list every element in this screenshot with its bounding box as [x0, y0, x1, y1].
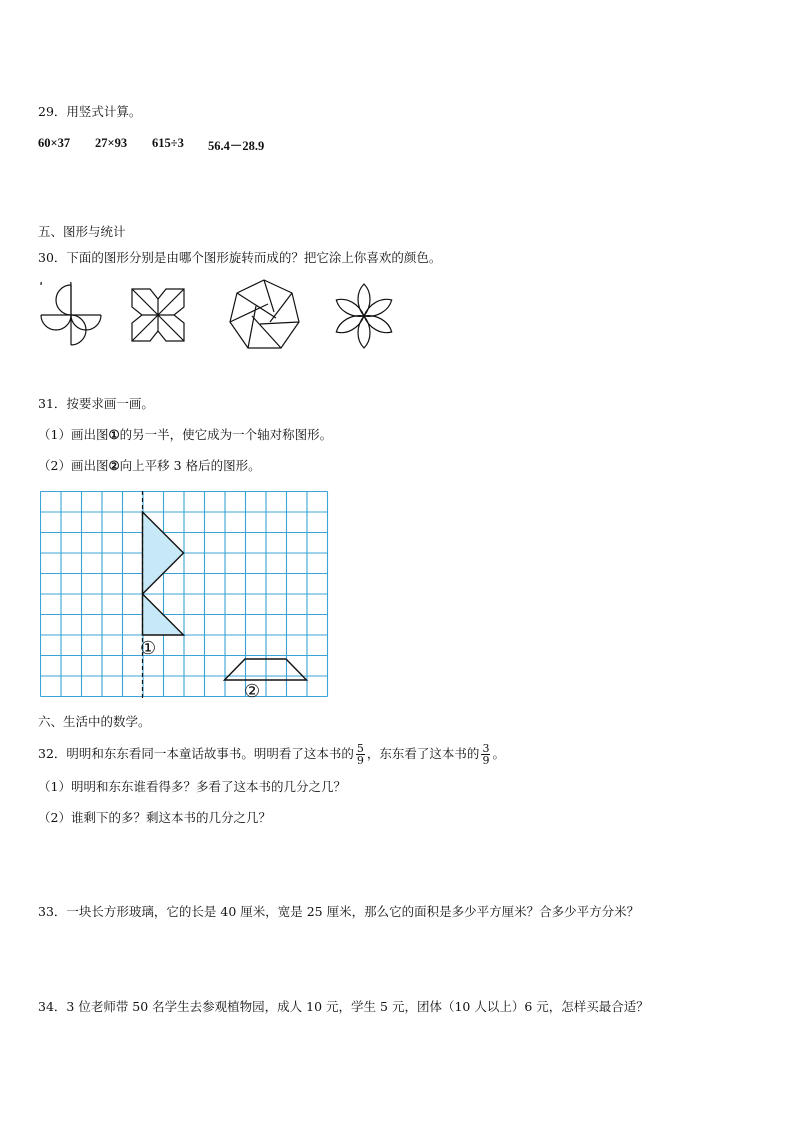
q31-part-2 [38, 458, 261, 474]
q32-text-b: ，东东看了这本书的 [366, 746, 480, 761]
fraction-5-9 [356, 743, 365, 766]
q29-expression-2: 27×93 [95, 136, 128, 150]
q31-part-1-mark: ① [108, 427, 120, 442]
flower-figure [330, 282, 398, 350]
q32-part-1: （1）明明和东东谁看得多？多看了这本书的几分之几？ [38, 779, 346, 794]
q31-part-1 [38, 427, 332, 443]
q31-part-2-text-b: 向上平移 3 格后的图形。 [119, 458, 261, 473]
section-5-title: 五、图形与统计 [38, 224, 126, 239]
q31-heading: 31．按要求画一画。 [38, 396, 154, 411]
q33-text: 33．一块长方形玻璃，它的长是 40 厘米，宽是 25 厘米，那么它的面积是多少平方厘米？合多少平方分米？ [38, 904, 640, 919]
grid-lines [41, 492, 328, 697]
section-6-title: 六、生活中的数学。 [38, 714, 151, 729]
fraction-3-9 [481, 743, 490, 766]
q32-part-2: （2）谁剩下的多？剩这本书的几分之几？ [38, 810, 271, 825]
q31-part-1-text-a: （1）画出图 [38, 427, 109, 442]
q32-text-c: 。 [492, 746, 505, 761]
q31-part-2-text-a: （2）画出图 [38, 458, 109, 473]
fraction-1-numerator: 5 [356, 742, 364, 755]
figure-2-label: ② [244, 681, 261, 702]
fraction-2-numerator: 3 [482, 742, 490, 755]
cross-arrow-figure [130, 287, 186, 343]
q31-part-2-mark: ② [108, 458, 120, 473]
q30-heading: 30．下面的图形分别是由哪个图形旋转而成的？把它涂上你喜欢的颜色。 [38, 250, 442, 265]
q32-heading [38, 739, 505, 769]
heptagon-spiral-figure [226, 278, 302, 354]
q29-expression-3: 615÷3 [152, 136, 184, 150]
q29-heading: 29．用竖式计算。 [38, 104, 142, 119]
fraction-1-denominator: 9 [356, 754, 364, 767]
figure-1-label: ① [140, 638, 157, 659]
q34-text: 34．3 位老师带 50 名学生去参观植物园，成人 10 元，学生 5 元，团体（10 人以上）6 元，怎样买最合适？ [38, 999, 649, 1014]
q29-expression-4: 56.4－28.9 [208, 139, 265, 153]
q29-expression-1: 60×37 [38, 136, 71, 150]
q32-text-a: 32．明明和东东看同一本童话故事书。明明看了这本书的 [38, 746, 354, 761]
fraction-2-denominator: 9 [482, 754, 490, 767]
q31-part-1-text-b: 的另一半，使它成为一个轴对称图形。 [119, 427, 333, 442]
pinwheel-figure [38, 282, 104, 348]
q31-grid [40, 491, 330, 703]
